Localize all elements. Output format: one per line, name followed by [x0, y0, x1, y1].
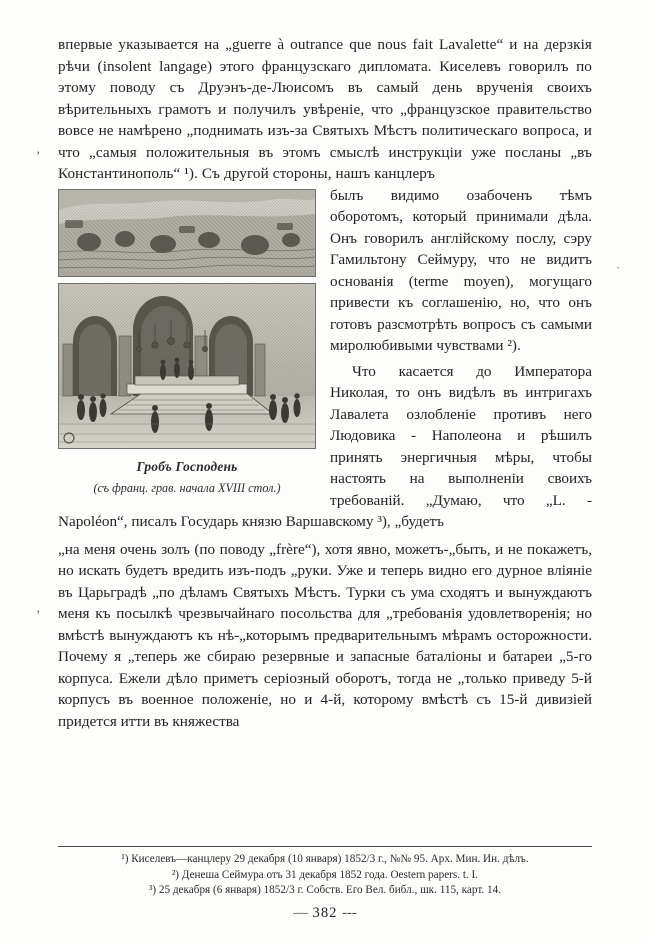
figure-caption-title: Гробъ Господень — [136, 458, 238, 474]
margin-mark-lower: ʼ — [36, 607, 41, 622]
page-number-value: 382 — [312, 905, 338, 921]
margin-mark-upper: ʼ — [36, 148, 41, 163]
figure-block — [58, 189, 316, 496]
footnote-2: ²) Денеша Сеймура отъ 31 декабря 1852 года. Oestern papers. t. I. — [171, 868, 479, 881]
page-content — [58, 34, 592, 732]
page-number — [0, 905, 650, 922]
figure-top-frame — [58, 189, 316, 277]
figure-bottom-frame — [58, 283, 316, 449]
intro-paragraph: впервые указывается на „guerre à outrance que nous fait Lavalette“ и на дерзкія рѣчи (insolent langage) этого французскаго дипломата. Киселевъ говорилъ по этому поводу съ Друэнъ-де-Люисомъ въ самый день врученія своихъ вѣрительныхъ грамотъ и получилъ увѣреніе, что „французское правительство вовсе не намѣрено „поднимать изъ-за Святыхъ Мѣстъ политическаго вопроса, и что „самыя положительныя въ этомъ смыслѣ инструкціи уже посланы „въ Константинополь“ ¹). Съ другой стороны, нашъ канцлеръ — [58, 36, 592, 182]
wrap-paragraph-2: Что касается до Императора Николая, то онъ видѣлъ въ интригахъ Лавалета озлобленіе противъ него Людовика - Наполеона и рѣшилъ принять энергичныя мѣры, чтобы настоять на выполненіи своихъ требованій. „Думаю, что „L. - Napoléon“, писалъ Государь князю Варшавскому ³), „будетъ — [58, 362, 592, 530]
rock-tombs-engraving — [59, 190, 315, 276]
page-number-dash-right: --- — [342, 905, 357, 921]
figure-caption — [58, 458, 316, 496]
quote-paragraph: „на меня очень золъ (по поводу „frère“), хотя явно, можетъ-„быть, и не покажетъ, но искать будетъ вредить изъ-подъ „руки. Уже и теперь видно его дурное вліяніе въ Царьградѣ „по дѣламъ Святыхъ Мѣстъ. Турки съ ума сходятъ и вынуждаютъ меня къ посылкѣ чрезвычайнаго посольства для „требованія удовлетворенія; но вмѣстѣ вынуждаютъ къ нѣ-„которымъ предварительнымъ мѣрамъ осторожности. Почему я „теперь же сбираю резервные и запасные баталіоны и батареи „5-го корпуса. Ежели дѣло приметъ серіозный оборотъ, тогда не „только приведу 5-й корпусъ въ военное положеніе, но и 4-й, которому вмѣстѣ съ 15-й дивизіей придется итти въ княжества — [58, 540, 592, 730]
margin-mark-right: · — [616, 260, 621, 275]
page-number-dash-left: — — [293, 905, 308, 921]
footnotes — [58, 846, 592, 899]
holy-sepulchre-interior-engraving — [59, 284, 315, 448]
footnote-3: ³) 25 декабря (6 января) 1852/3 г. Собств. Его Вел. библ., шк. 115, карт. 14. — [149, 884, 501, 897]
wrap-paragraph-1: былъ видимо озабоченъ тѣмъ оборотомъ, который принимали дѣла. Онъ говорилъ англійскому послу, сэру Гамильтону Сеймуру, что не видитъ основанія (terme moyen), могущаго привести къ соглашенію, но, что онъ готовъ разсмотрѣть вопросъ съ самыми миролюбивыми чувствами ²). — [330, 186, 592, 354]
footnote-1: ¹) Киселевъ—канцлеру 29 декабря (10 января) 1852/3 г., №№ 95. Арх. Мин. Ин. дѣлъ. — [121, 853, 529, 865]
figure-caption-subtitle: (съ франц. грав. начала XVIII стол.) — [93, 480, 281, 495]
